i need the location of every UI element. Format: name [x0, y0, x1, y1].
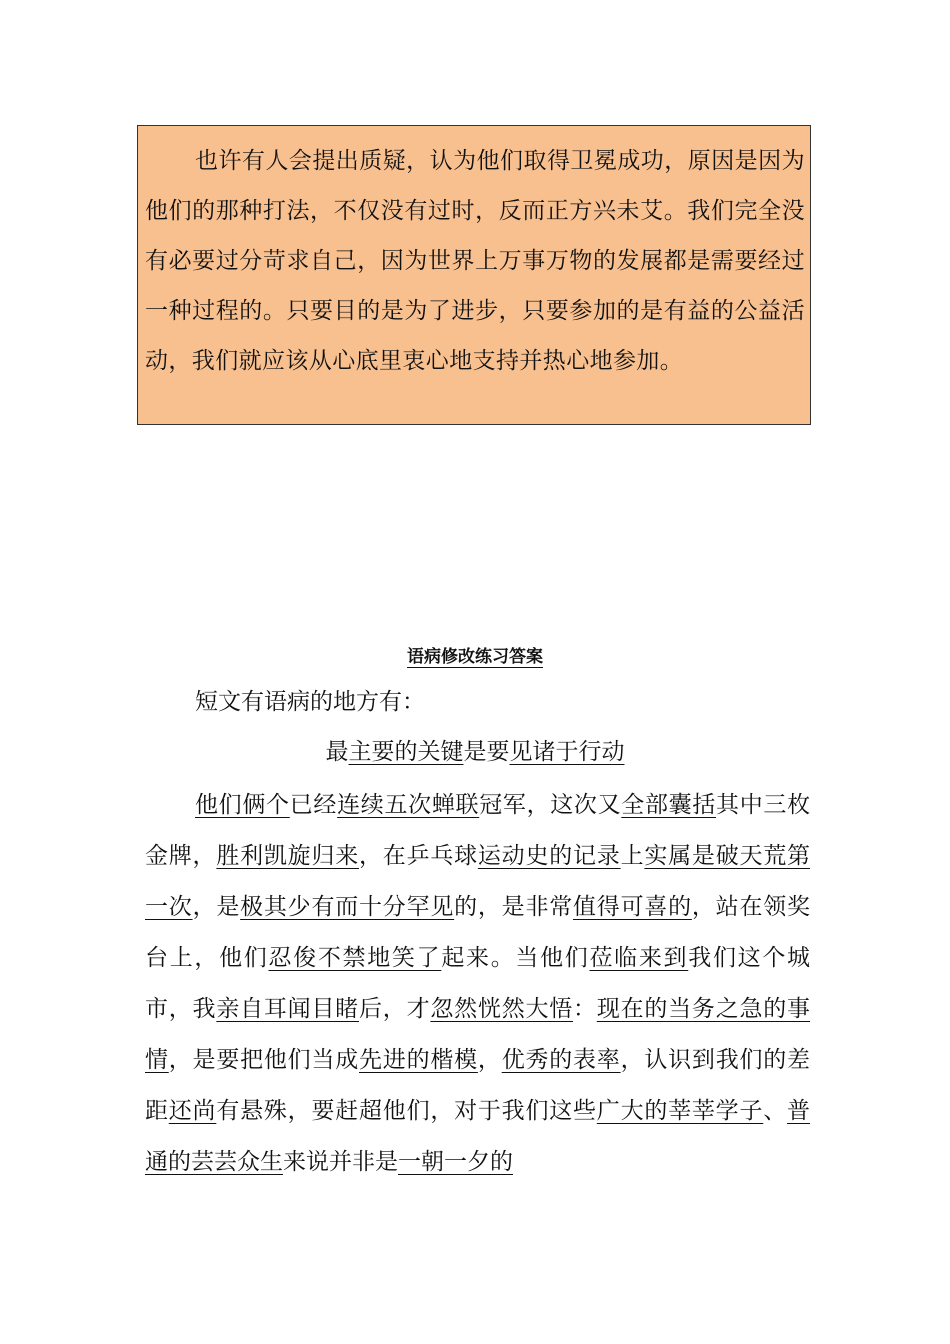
underlined-error-phrase: 普通的芸芸众生 — [145, 1098, 811, 1175]
underlined-error-phrase: 还尚 — [168, 1098, 217, 1124]
underlined-error-phrase: 连续五次蝉联 — [337, 792, 480, 818]
underlined-error-phrase: 值得可喜的 — [573, 894, 692, 920]
passage-text: ： — [573, 996, 597, 1022]
underlined-error-phrase: 见诸于行动 — [509, 739, 625, 765]
answer-title — [0, 642, 950, 667]
passage-text: 的，是非常 — [454, 894, 574, 920]
passage-text: 我们这个城市，我 — [145, 945, 811, 1022]
answer-intro: 短文有语病的地方有： — [195, 689, 425, 715]
underlined-error-phrase: 极其少有而十分罕见 — [240, 894, 455, 920]
passage-text: 后，才 — [359, 996, 431, 1022]
answer-subtitle — [0, 734, 950, 770]
passage-text: 冠军，这次又 — [479, 792, 622, 818]
passage-text: 起来。当他们 — [441, 945, 590, 971]
passage-text: 是要 — [463, 739, 510, 765]
underlined-error-phrase: 实属是破天荒第一次 — [145, 843, 811, 920]
passage-text: ，在乒乓球 — [359, 843, 478, 869]
underlined-error-phrase: 主要的关键 — [348, 739, 464, 765]
passage-text: 最 — [325, 739, 349, 765]
passage-text: ，是 — [192, 894, 241, 920]
passage-text: 有悬殊，要赶超他们，对于我们这些 — [216, 1098, 597, 1124]
underlined-error-phrase: 亲自耳闻目睹 — [216, 996, 360, 1022]
underlined-error-phrase: 一朝一夕的 — [398, 1149, 513, 1175]
underlined-error-phrase: 广大的莘莘学子 — [596, 1098, 764, 1124]
passage-text: 其中三枚金牌， — [145, 792, 811, 869]
underlined-error-phrase: 胜利凯旋归来 — [216, 843, 360, 869]
passage-text: 已经 — [289, 792, 338, 818]
answer-title-text: 语病修改练习答案 — [407, 647, 543, 667]
underlined-error-phrase: 运动史的记录 — [477, 843, 621, 869]
underlined-error-phrase: 全部囊括 — [621, 792, 717, 818]
passage-text: ，站在领奖台上，他们 — [145, 894, 811, 971]
passage-text: 、 — [763, 1098, 788, 1124]
underlined-error-phrase: 他们俩个 — [195, 792, 290, 818]
passage-text: ，认识到我们的差距 — [145, 1047, 811, 1124]
passage-text: 来说并非是 — [283, 1149, 398, 1175]
underlined-error-phrase: 现在的当务之急的事情 — [145, 996, 811, 1073]
underlined-error-phrase: 优秀的表率 — [501, 1047, 621, 1073]
underlined-error-phrase: 忽然恍然大悟 — [430, 996, 574, 1022]
passage-text: ， — [477, 1047, 502, 1073]
highlighted-paragraph-box — [137, 125, 811, 425]
underlined-error-phrase: 莅临来到 — [589, 945, 689, 971]
highlighted-paragraph: 也许有人会提出质疑，认为他们取得卫冕成功，原因是因为他们的那种打法，不仅没有过时，反而正方兴未艾。我们完全没有必要过分苛求自己，因为世界上万事万物的发展都是需要经过一种过程的。只要目的是为了进步，只要参加的是有益的公益活动，我们就应该从心底里衷心地支持并热心地参加。 — [145, 148, 805, 374]
underlined-error-phrase: 先进的楷模 — [359, 1047, 478, 1073]
passage-text: ，是要把他们当成 — [168, 1047, 360, 1073]
underlined-error-phrase: 忍俊不禁地笑了 — [268, 945, 442, 971]
answer-passage — [145, 780, 810, 1188]
passage-text: 上 — [620, 843, 645, 869]
